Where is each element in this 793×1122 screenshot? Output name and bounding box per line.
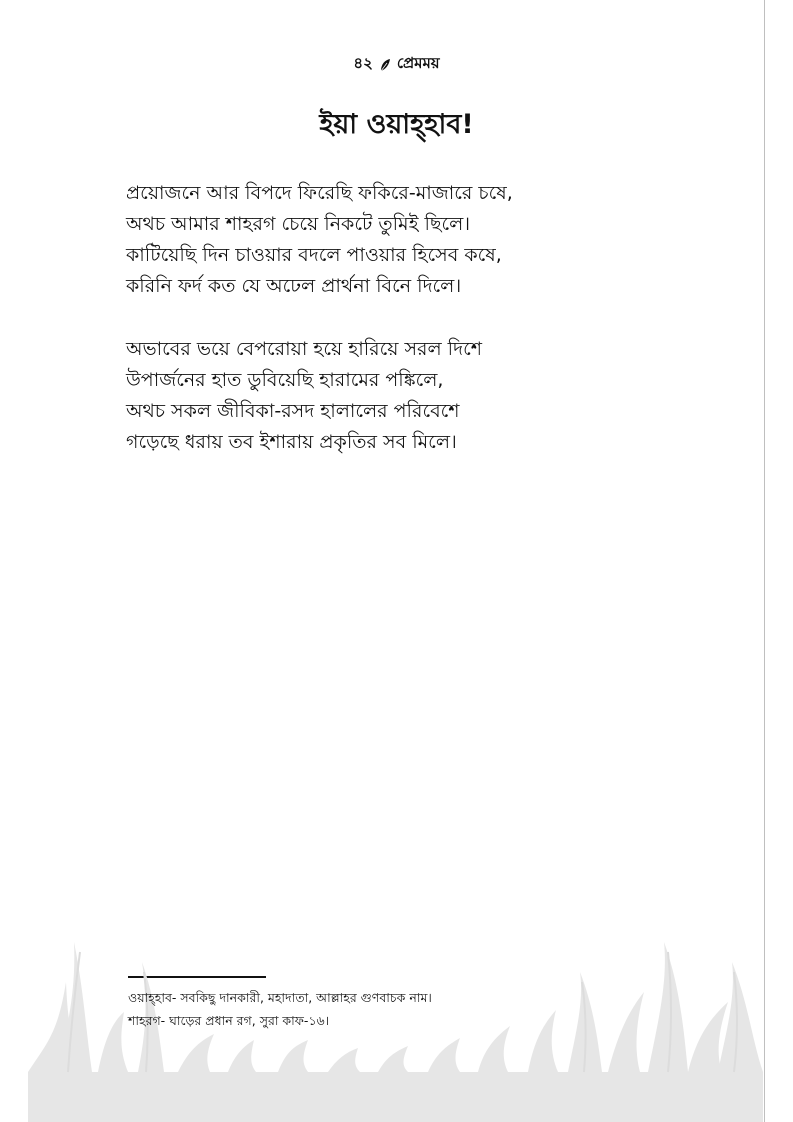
poem-line: উপার্জনের হাত ডুবিয়েছি হারামের পঙ্কিলে, [126,369,444,391]
poem-line: কাটিয়েছি দিন চাওয়ার বদলে পাওয়ার হিসেব কষে, [126,244,502,266]
stanza-1 [126,178,586,302]
footnote-item: শাহরগ- ঘাড়ের প্রধান রগ, সুরা কাফ-১৬। [128,1013,330,1028]
page-edge-line [764,0,765,1122]
poem-line: করিনি ফর্দ কত যে অঢেল প্রার্থনা বিনে দিলে। [126,275,462,297]
stanza-2 [126,334,586,458]
leaf-ornament-icon [379,58,391,72]
page-number: ৪২ [353,54,373,72]
footnote-item: ওয়াহ্হাব- সবকিছু দানকারী, মহাদাতা, আল্লাহর গুণবাচক নাম। [128,990,432,1005]
poem-title: ইয়া ওয়াহ্হাব! [319,109,474,140]
page-header [0,52,793,77]
book-title: প্রেমময় [396,54,440,72]
poem-line: অথচ সকল জীবিকা-রসদ হালালের পরিবেশে [126,400,460,422]
poem-line: গড়েছে ধরায় তব ইশারায় প্রকৃতির সব মিলে। [126,431,457,453]
footnotes [128,986,688,1032]
poem-line: অভাবের ভয়ে বেপরোয়া হয়ে হারিয়ে সরল দিশে [126,338,482,360]
poem-line: অথচ আমার শাহরগ চেয়ে নিকটে তুমিই ছিলে। [126,213,471,235]
poem-line: প্রয়োজনে আর বিপদে ফিরেছি ফকিরে-মাজারে চষে, [126,182,513,204]
